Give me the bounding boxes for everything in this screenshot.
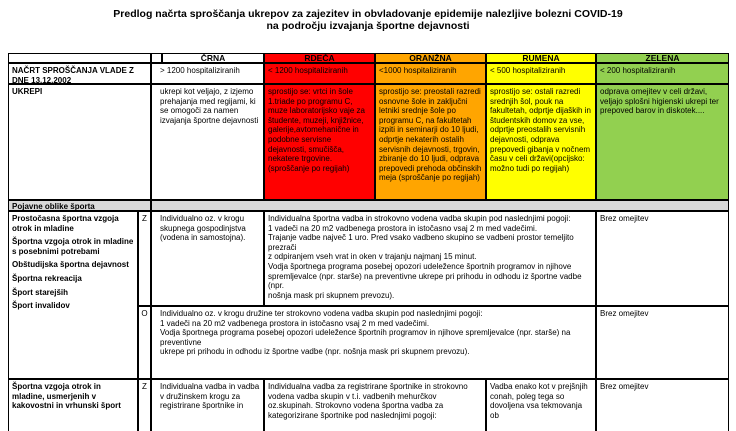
sport-type-3: Obštudijska športna dejavnost	[12, 260, 129, 270]
row-z-merged	[264, 211, 596, 306]
ukrepi-rumena: sprostijo se: ostali razredi srednjih šol, pouk na fakultetah, odprtje dijaških in študentskih domov za vse, odprtje preostalih servisnih dejavnosti, odprava prepovedi gibanja v nočnem času v celi državi(opcijsko: možno tudi po regijah)	[486, 84, 596, 200]
row-z-crna: Individualno oz. v krogu skupnega gospodinjstva (vodena in samostojna).	[151, 211, 264, 306]
row-last-code: Z	[138, 379, 151, 431]
row-z-code: Z	[138, 211, 151, 306]
level-rdeca-name: RDEČA	[264, 53, 375, 63]
row-z-line-4: z odpiranjem vseh vrat in oken v trajanju najmanj 15 minut.	[268, 252, 477, 262]
ukrepi-label: UKREPI	[8, 84, 151, 200]
ukrepi-rdeca: sprostijo se: vrtci in šole 1.triade po programu C, muze laboratorijsko vaje za študente, muzeji, knjižnice, galerije,avtomehanične in podobne servisne dejavnosti, smučišča, nekatere trgovine. (sproščanje po regijah)	[264, 84, 375, 200]
title-line-2: na področju izvajanja športne dejavnosti	[266, 20, 470, 32]
title-line-1: Predlog načrta sproščanja ukrepov za zajezitev in obvladovanje epidemije nalezljive bolezni COVID-19	[113, 8, 623, 20]
sport-type-2: Športna vzgoja otrok in mladine s posebnimi potrebami	[12, 237, 134, 256]
level-rdeca-threshold: < 1200 hospitaliziranih	[264, 63, 375, 84]
level-oranzna-name: ORANŽNA	[375, 53, 486, 63]
level-rumena-threshold: < 500 hospitaliziranih	[486, 63, 596, 84]
ukrepi-oranzna: sprostijo se: preostali razredi osnovne šole in zaključni letniki srednje šole po programu C, na fakultetah izpiti in seminarji do 10 ljudi, odprtje nekaterih ostalih servisnih dejavnosti, trgovin, zbiranje do 10 ljudi, odprava prepovedi prehoda občinskih meja (sproščanje po regijah)	[375, 84, 486, 200]
plan-label: NAČRT SPROŠČANJA VLADE Z DNE 13.12.2002	[8, 63, 151, 84]
row-o-line-1: Individualno oz. v krogu družine ter strokovno vodena vadba skupin pod naslednjimi pogoji:	[160, 309, 483, 318]
ukrepi-crna: ukrepi kot veljajo, z izjemo prehajanja med regijami, ki se omogoči za namen izvajanja športne dejavnosti	[151, 84, 264, 200]
level-zelena-threshold: < 200 hospitaliziranih	[596, 63, 729, 84]
row-o-zelena: Brez omejitev	[596, 306, 729, 379]
row-z-line-5: Vodja športnega programa posebej opozori udeležence športnih programov in njihove	[268, 261, 572, 271]
row-z-line-2: 1 vadeči na 20 m2 vadbenega prostora in istočasno vsaj 2 m med vadečimi.	[268, 223, 538, 233]
sport-types-list	[8, 211, 138, 379]
sport-type-4: Športna rekreacija	[12, 273, 82, 283]
ukrepi-zelena: odprava omejitev v celi državi, veljajo splošni higienski ukrepi ter prepoved barov in diskotek....	[596, 84, 729, 200]
row-z-line-1: Individualna športna vadba in strokovno vodena vadba skupin pod naslednjimi pogoji:	[268, 214, 571, 223]
level-crna-threshold: > 1200 hospitaliziranih	[151, 63, 264, 84]
header-blank	[8, 53, 151, 63]
row-o-line-2: 1 vadeči na 20 m2 vadbenega prostora in istočasno vsaj 2 m med vadečimi.	[160, 318, 430, 328]
row-last-rumena: Vadba enako kot v prejšnjih conah, poleg tega so dovoljena vsa tekmovanja ob	[486, 379, 596, 431]
row-z-line-3: Trajanje vadbe največ 1 uro. Pred vsako vadbeno skupino se vadbeni prostor temeljito prezrači	[268, 233, 574, 252]
sport-type-1: Prostočasna športna vzgoja otrok in mladine	[12, 214, 119, 233]
document-title	[0, 8, 736, 32]
sport-type-6: Šport invalidov	[12, 301, 70, 311]
row-last-merged: Individualna vadba za registrirane športnike in strokovno vodena vadba skupin v t.i. vadbenih mehurčkov oz.skupinah. Strokovno vodena športna vadba za kategorizirane športnike pod naslednjimi pogoji:	[264, 379, 486, 431]
row-last-crna: Individualna vadba in vadba v družinskem krogu za registrirane športnike in	[151, 379, 264, 431]
row-o-code: O	[138, 306, 151, 379]
level-crna-name: ČRNA	[162, 53, 264, 63]
header-blank-code	[151, 53, 162, 63]
pojavne-label: Pojavne oblike športa	[8, 200, 151, 211]
row-last-zelena: Brez omejitev	[596, 379, 729, 431]
row-z-line-7: nošnja mask pri skupnem prevozu).	[268, 290, 395, 300]
level-oranzna-threshold: <1000 hospitaliziranih	[375, 63, 486, 84]
row-o-line-4: ukrepe pri prihodu in odhodu iz športne vadbe (npr. nošnja mask pri skupnem prevozu).	[160, 347, 470, 357]
row-z-zelena: Brez omejitev	[596, 211, 729, 306]
row-z-line-6: spremljevalce (npr. starše) na preventivne ukrepe pri prihodu in odhodu iz športne vadbe (npr.	[268, 271, 582, 291]
level-rumena-name: RUMENA	[486, 53, 596, 63]
row-o-merged	[151, 306, 596, 379]
row-o-line-3: Vodja športnega programa posebej opozori udeležence športnih programov in njihove spremljevalce (npr. starše) na preventivne	[160, 328, 571, 347]
pojavne-band	[151, 200, 729, 211]
row-last-label: Športna vzgoja otrok in mladine, usmerjenih v kakovostni in vrhunski šport	[8, 379, 138, 431]
sport-type-5: Šport starejših	[12, 287, 69, 297]
level-zelena-name: ZELENA	[596, 53, 729, 63]
